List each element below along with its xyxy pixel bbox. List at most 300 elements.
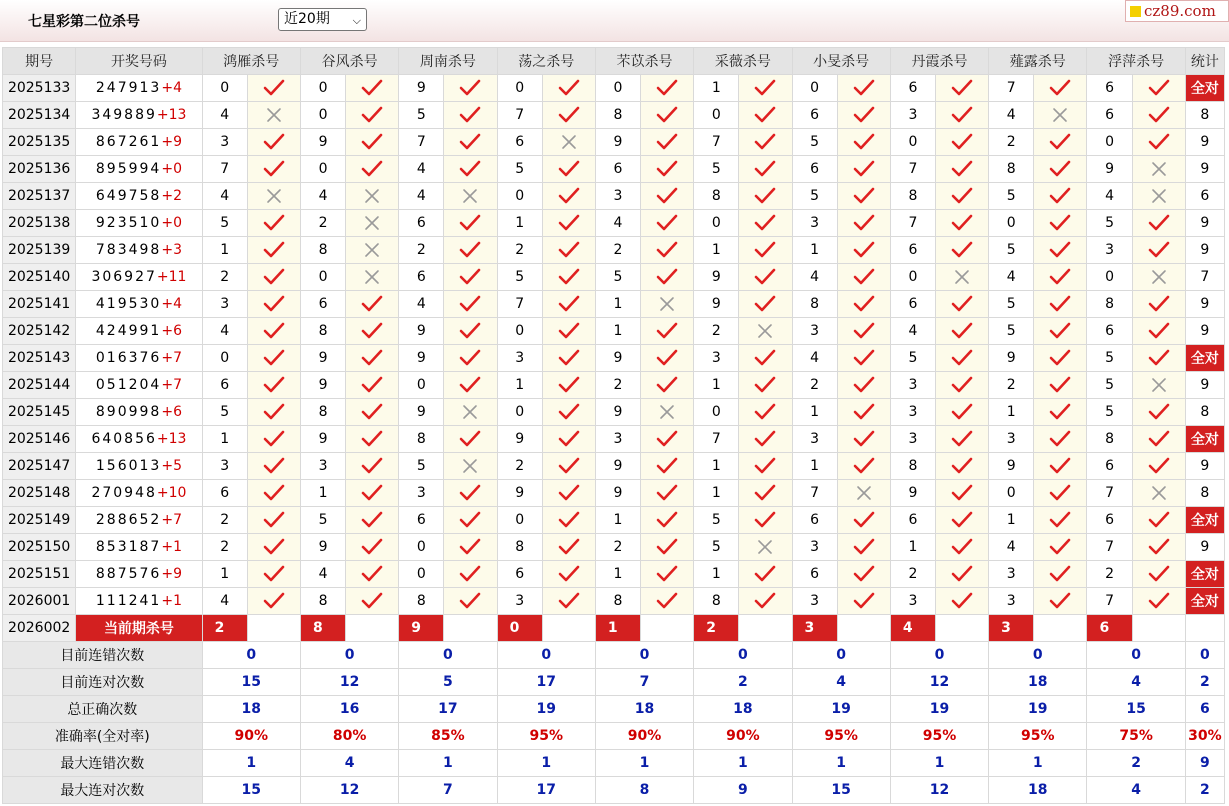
kill-number-cell: 5	[1087, 345, 1132, 372]
result-right-cell	[247, 210, 300, 237]
period-cell: 2025151	[3, 561, 76, 588]
summary-value: 0	[890, 642, 988, 669]
check-icon	[263, 133, 285, 151]
check-icon	[656, 457, 678, 475]
check-icon	[263, 241, 285, 259]
summary-value: 0	[989, 642, 1087, 669]
check-icon	[853, 295, 875, 313]
result-right-cell	[837, 399, 890, 426]
check-icon	[459, 349, 481, 367]
kill-number-cell: 5	[595, 264, 640, 291]
result-right-cell	[1132, 75, 1185, 102]
result-right-cell	[444, 372, 497, 399]
draw-digits: 288652	[95, 512, 162, 528]
current-kill-number: 3	[989, 615, 1034, 642]
summary-value: 90%	[694, 723, 792, 750]
check-icon	[1049, 322, 1071, 340]
stat-cell: 全对	[1185, 345, 1224, 372]
current-kill-number: 8	[300, 615, 345, 642]
result-right-cell	[935, 507, 988, 534]
result-right-cell	[346, 129, 399, 156]
kill-number-cell: 6	[399, 210, 444, 237]
kill-number-cell: 5	[989, 318, 1034, 345]
summary-value: 12	[890, 777, 988, 804]
check-icon	[951, 133, 973, 151]
summary-value: 0	[399, 642, 497, 669]
kill-number-cell: 5	[989, 291, 1034, 318]
stat-cell: 全对	[1185, 426, 1224, 453]
summary-value: 1	[792, 750, 890, 777]
check-icon	[361, 430, 383, 448]
result-right-cell	[1034, 561, 1087, 588]
summary-value: 19	[890, 696, 988, 723]
check-icon	[754, 349, 776, 367]
summary-value: 8	[595, 777, 693, 804]
kill-number-cell: 6	[300, 291, 345, 318]
kill-number-cell: 3	[890, 102, 935, 129]
stat-cell: 6	[1185, 183, 1224, 210]
check-icon	[656, 376, 678, 394]
summary-value: 19	[497, 696, 595, 723]
check-icon	[361, 79, 383, 97]
summary-value: 1	[595, 750, 693, 777]
cross-icon	[1150, 160, 1168, 178]
draw-digits: 853187	[95, 539, 162, 555]
check-icon	[558, 268, 580, 286]
kill-number-cell: 2	[1087, 561, 1132, 588]
result-right-cell	[837, 102, 890, 129]
check-icon	[853, 133, 875, 151]
kill-number-cell: 4	[202, 588, 247, 615]
table-row	[3, 588, 1225, 615]
draw-plus: +0	[161, 215, 182, 231]
check-icon	[459, 241, 481, 259]
kill-number-cell: 8	[595, 588, 640, 615]
kill-number-cell: 0	[989, 210, 1034, 237]
result-right-cell	[641, 534, 694, 561]
check-icon	[853, 430, 875, 448]
kill-number-cell: 1	[202, 426, 247, 453]
kill-number-cell: 5	[1087, 210, 1132, 237]
result-right-cell	[346, 588, 399, 615]
check-icon	[558, 565, 580, 583]
draw-plus: +6	[161, 404, 182, 420]
result-right-cell	[542, 237, 595, 264]
kill-number-cell: 5	[1087, 372, 1132, 399]
check-icon	[656, 79, 678, 97]
summary-value: 30%	[1185, 723, 1224, 750]
kill-number-cell: 7	[1087, 588, 1132, 615]
kill-number-cell: 1	[595, 507, 640, 534]
kill-number-cell: 1	[694, 480, 739, 507]
kill-number-cell: 0	[694, 102, 739, 129]
kill-number-cell: 1	[497, 372, 542, 399]
check-icon	[853, 349, 875, 367]
check-icon	[656, 538, 678, 556]
check-icon	[951, 295, 973, 313]
check-icon	[1049, 565, 1071, 583]
result-right-cell	[641, 156, 694, 183]
table-row	[3, 399, 1225, 426]
period-select[interactable]	[278, 8, 367, 31]
summary-value: 9	[694, 777, 792, 804]
result-right-cell	[1034, 156, 1087, 183]
kill-number-cell: 7	[694, 426, 739, 453]
check-icon	[1148, 322, 1170, 340]
summary-value: 15	[202, 669, 300, 696]
kill-number-cell: 9	[497, 480, 542, 507]
kill-number-cell: 5	[792, 183, 837, 210]
summary-value: 0	[1087, 642, 1185, 669]
check-icon	[853, 511, 875, 529]
draw-plus: +6	[161, 323, 182, 339]
stat-cell: 8	[1185, 102, 1224, 129]
kill-number-cell: 2	[202, 534, 247, 561]
kill-number-cell: 5	[202, 210, 247, 237]
check-icon	[558, 403, 580, 421]
summary-value: 0	[595, 642, 693, 669]
result-right-cell	[444, 534, 497, 561]
check-icon	[263, 295, 285, 313]
result-wrong-cell	[739, 534, 792, 561]
summary-row	[3, 696, 1225, 723]
draw-number-cell	[76, 75, 202, 102]
check-icon	[754, 376, 776, 394]
kill-number-cell: 4	[202, 183, 247, 210]
summary-value: 17	[399, 696, 497, 723]
result-right-cell	[247, 318, 300, 345]
kill-number-cell: 5	[989, 183, 1034, 210]
draw-digits: 349889	[91, 107, 157, 123]
check-icon	[558, 241, 580, 259]
kill-number-cell: 6	[792, 156, 837, 183]
result-right-cell	[739, 372, 792, 399]
summary-value: 6	[1185, 696, 1224, 723]
result-right-cell	[1034, 210, 1087, 237]
current-kill-label: 当前期杀号	[76, 615, 202, 642]
period-cell: 2025138	[3, 210, 76, 237]
result-right-cell	[935, 345, 988, 372]
check-icon	[951, 538, 973, 556]
draw-plus: +7	[161, 350, 182, 366]
kill-number-cell: 9	[595, 453, 640, 480]
result-right-cell	[739, 453, 792, 480]
stat-cell: 全对	[1185, 561, 1224, 588]
kill-number-cell: 9	[399, 399, 444, 426]
check-icon	[754, 592, 776, 610]
result-right-cell	[1034, 507, 1087, 534]
kill-number-cell: 0	[202, 75, 247, 102]
kill-number-cell: 8	[890, 183, 935, 210]
check-icon	[558, 187, 580, 205]
check-icon	[558, 457, 580, 475]
check-icon	[361, 538, 383, 556]
check-icon	[656, 214, 678, 232]
summary-value: 95%	[989, 723, 1087, 750]
column-header: 开奖号码	[76, 48, 202, 75]
kill-number-cell: 8	[792, 291, 837, 318]
kill-number-cell: 5	[694, 507, 739, 534]
check-icon	[853, 160, 875, 178]
result-right-cell	[542, 210, 595, 237]
result-right-cell	[346, 534, 399, 561]
result-wrong-cell	[346, 183, 399, 210]
kill-number-cell: 2	[595, 372, 640, 399]
result-right-cell	[1132, 399, 1185, 426]
kill-number-cell: 9	[694, 291, 739, 318]
cross-icon	[855, 484, 873, 502]
result-right-cell	[247, 588, 300, 615]
summary-value: 75%	[1087, 723, 1185, 750]
check-icon	[1049, 79, 1071, 97]
check-icon	[1049, 511, 1071, 529]
kill-number-cell: 4	[595, 210, 640, 237]
period-cell: 2025150	[3, 534, 76, 561]
period-cell: 2025136	[3, 156, 76, 183]
check-icon	[1148, 214, 1170, 232]
kill-number-cell: 0	[300, 75, 345, 102]
table-row	[3, 507, 1225, 534]
check-icon	[853, 187, 875, 205]
check-icon	[558, 484, 580, 502]
result-right-cell	[1132, 561, 1185, 588]
draw-number-cell	[76, 453, 202, 480]
kill-number-cell: 8	[300, 399, 345, 426]
result-right-cell	[1132, 210, 1185, 237]
check-icon	[754, 241, 776, 259]
kill-number-cell: 3	[792, 588, 837, 615]
kill-number-cell: 2	[989, 129, 1034, 156]
kill-number-cell: 9	[1087, 156, 1132, 183]
result-right-cell	[444, 561, 497, 588]
check-icon	[459, 106, 481, 124]
check-icon	[558, 214, 580, 232]
kill-number-cell: 3	[1087, 237, 1132, 264]
check-icon	[1049, 457, 1071, 475]
kill-number-cell: 6	[792, 102, 837, 129]
kill-number-cell: 2	[202, 264, 247, 291]
kill-number-cell: 4	[399, 291, 444, 318]
result-right-cell	[739, 75, 792, 102]
kill-number-cell: 7	[497, 102, 542, 129]
kill-number-cell: 2	[694, 318, 739, 345]
result-right-cell	[247, 480, 300, 507]
current-kill-blank	[346, 615, 399, 642]
result-right-cell	[444, 588, 497, 615]
result-right-cell	[739, 399, 792, 426]
stat-cell: 9	[1185, 372, 1224, 399]
check-icon	[656, 106, 678, 124]
summary-value: 15	[1087, 696, 1185, 723]
check-icon	[656, 484, 678, 502]
summary-value: 18	[595, 696, 693, 723]
check-icon	[656, 322, 678, 340]
site-logo[interactable]	[1125, 0, 1229, 22]
result-right-cell	[247, 264, 300, 291]
kill-number-cell: 3	[399, 480, 444, 507]
result-right-cell	[542, 264, 595, 291]
check-icon	[656, 187, 678, 205]
result-right-cell	[739, 129, 792, 156]
result-right-cell	[739, 183, 792, 210]
summary-value: 7	[595, 669, 693, 696]
kill-number-cell: 9	[497, 426, 542, 453]
kill-number-cell: 0	[399, 534, 444, 561]
result-right-cell	[542, 156, 595, 183]
summary-value: 12	[300, 669, 398, 696]
result-wrong-cell	[641, 399, 694, 426]
result-right-cell	[346, 426, 399, 453]
table-row	[3, 453, 1225, 480]
check-icon	[459, 133, 481, 151]
check-icon	[853, 538, 875, 556]
kill-number-cell: 7	[497, 291, 542, 318]
current-kill-number: 1	[595, 615, 640, 642]
kill-number-cell: 7	[694, 129, 739, 156]
table-row	[3, 210, 1225, 237]
check-icon	[1148, 106, 1170, 124]
kill-number-cell: 8	[300, 237, 345, 264]
table-row	[3, 291, 1225, 318]
cross-icon	[756, 538, 774, 556]
kill-number-cell: 1	[595, 291, 640, 318]
summary-value: 4	[300, 750, 398, 777]
result-right-cell	[935, 237, 988, 264]
draw-number-cell	[76, 102, 202, 129]
check-icon	[1049, 133, 1071, 151]
result-right-cell	[247, 561, 300, 588]
kill-number-cell: 0	[792, 75, 837, 102]
summary-value: 80%	[300, 723, 398, 750]
summary-value: 1	[890, 750, 988, 777]
check-icon	[558, 322, 580, 340]
check-icon	[558, 376, 580, 394]
draw-plus: +1	[161, 593, 182, 609]
kill-number-cell: 9	[300, 534, 345, 561]
result-right-cell	[935, 426, 988, 453]
kill-number-cell: 3	[890, 426, 935, 453]
result-right-cell	[837, 237, 890, 264]
result-right-cell	[1132, 426, 1185, 453]
kill-number-cell: 1	[694, 372, 739, 399]
kill-number-cell: 0	[497, 507, 542, 534]
check-icon	[951, 403, 973, 421]
check-icon	[656, 511, 678, 529]
kill-number-cell: 4	[989, 534, 1034, 561]
summary-value: 7	[399, 777, 497, 804]
kill-number-cell: 1	[989, 399, 1034, 426]
summary-value: 18	[989, 669, 1087, 696]
draw-digits: 247913	[95, 80, 162, 96]
kill-number-cell: 6	[595, 156, 640, 183]
period-cell: 2025141	[3, 291, 76, 318]
column-header: 小旻杀号	[792, 48, 890, 75]
draw-plus: +5	[161, 458, 182, 474]
result-right-cell	[837, 264, 890, 291]
check-icon	[853, 214, 875, 232]
current-kill-number: 6	[1087, 615, 1132, 642]
result-right-cell	[346, 102, 399, 129]
check-icon	[951, 160, 973, 178]
kill-number-cell: 9	[300, 345, 345, 372]
summary-value: 18	[989, 777, 1087, 804]
stat-cell: 9	[1185, 318, 1224, 345]
summary-value: 1	[497, 750, 595, 777]
check-icon	[754, 268, 776, 286]
result-right-cell	[837, 426, 890, 453]
result-wrong-cell	[444, 183, 497, 210]
summary-value: 90%	[595, 723, 693, 750]
summary-value: 1	[399, 750, 497, 777]
result-right-cell	[444, 507, 497, 534]
check-icon	[558, 349, 580, 367]
check-icon	[754, 187, 776, 205]
summary-value: 1	[989, 750, 1087, 777]
result-right-cell	[247, 507, 300, 534]
check-icon	[1049, 592, 1071, 610]
result-right-cell	[641, 561, 694, 588]
column-header: 统计	[1185, 48, 1224, 75]
result-right-cell	[542, 561, 595, 588]
check-icon	[558, 592, 580, 610]
kill-number-cell: 6	[1087, 507, 1132, 534]
check-icon	[459, 376, 481, 394]
kill-number-cell: 8	[1087, 426, 1132, 453]
current-kill-blank	[542, 615, 595, 642]
check-icon	[853, 268, 875, 286]
summary-row	[3, 777, 1225, 804]
cross-icon	[363, 187, 381, 205]
draw-digits: 111241	[95, 593, 162, 609]
current-kill-blank	[444, 615, 497, 642]
result-right-cell	[935, 129, 988, 156]
result-right-cell	[837, 318, 890, 345]
check-icon	[1049, 430, 1071, 448]
check-icon	[558, 79, 580, 97]
result-right-cell	[444, 75, 497, 102]
result-right-cell	[837, 345, 890, 372]
period-cell: 2025149	[3, 507, 76, 534]
draw-plus: +2	[161, 188, 182, 204]
result-right-cell	[641, 75, 694, 102]
result-right-cell	[346, 75, 399, 102]
kill-number-cell: 8	[694, 183, 739, 210]
draw-number-cell	[76, 318, 202, 345]
period-cell: 2025133	[3, 75, 76, 102]
table-row	[3, 318, 1225, 345]
stat-cell: 9	[1185, 453, 1224, 480]
table-row	[3, 426, 1225, 453]
draw-plus: +7	[161, 512, 182, 528]
result-right-cell	[1132, 345, 1185, 372]
result-right-cell	[542, 534, 595, 561]
summary-value: 16	[300, 696, 398, 723]
kill-number-cell: 2	[497, 237, 542, 264]
summary-value: 95%	[792, 723, 890, 750]
check-icon	[263, 214, 285, 232]
cross-icon	[461, 403, 479, 421]
draw-digits: 424991	[95, 323, 162, 339]
draw-digits: 640856	[91, 431, 157, 447]
kill-number-cell: 8	[399, 588, 444, 615]
check-icon	[951, 79, 973, 97]
cross-icon	[363, 241, 381, 259]
period-cell: 2025135	[3, 129, 76, 156]
result-right-cell	[739, 507, 792, 534]
result-right-cell	[641, 426, 694, 453]
kill-number-cell: 5	[1087, 399, 1132, 426]
kill-number-cell: 6	[792, 507, 837, 534]
